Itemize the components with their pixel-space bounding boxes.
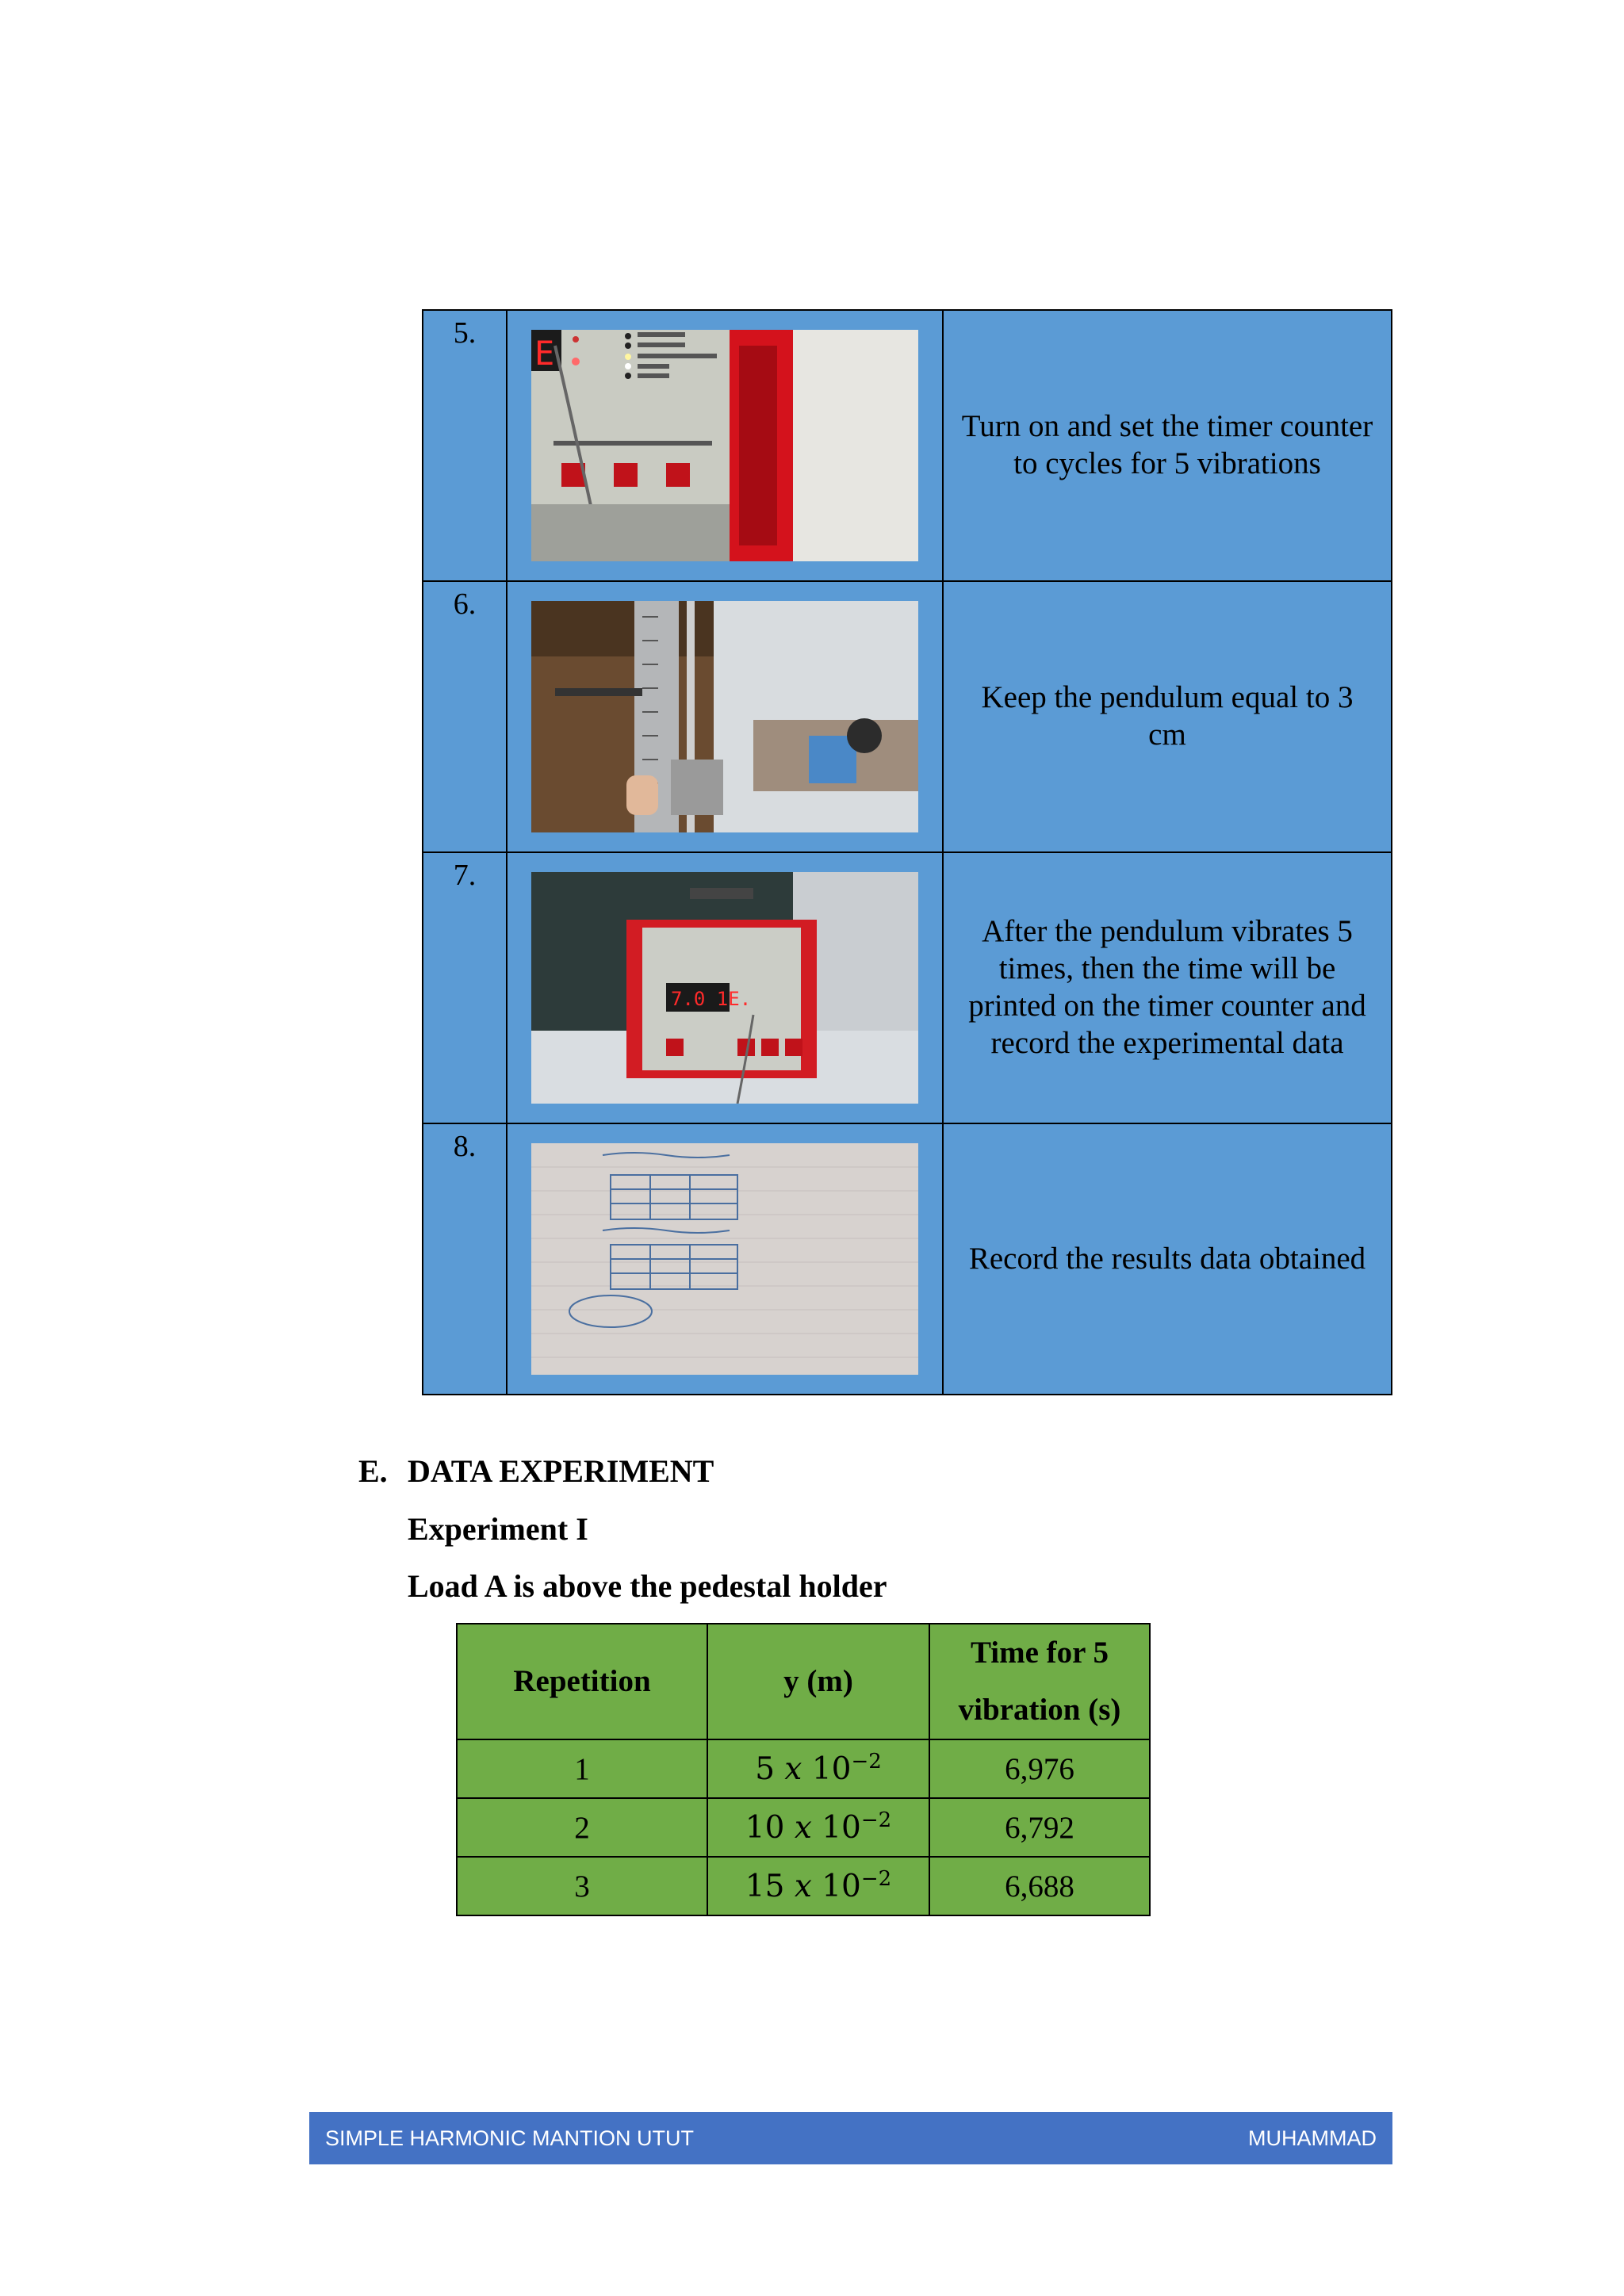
table-row xyxy=(457,1857,1150,1915)
data-table xyxy=(456,1623,1151,1916)
header-repetition: Repetition xyxy=(457,1624,707,1739)
experiment-title: Experiment I xyxy=(408,1511,588,1547)
step-number: 8. xyxy=(423,1123,507,1395)
cell-time: 6,688 xyxy=(929,1857,1150,1915)
footer-title: SIMPLE HARMONIC MANTION UTUT xyxy=(325,2126,695,2150)
section-heading xyxy=(358,1452,714,1490)
timer-display-text: 7.0 1E. xyxy=(671,988,752,1010)
step-number: 5. xyxy=(423,310,507,581)
procedure-table xyxy=(422,309,1392,1395)
step-number: 6. xyxy=(423,581,507,852)
cell-y: 5 x $10^{-2}$ xyxy=(707,1739,929,1798)
svg-text:E: E xyxy=(534,334,555,373)
section-title: DATA EXPERIMENT xyxy=(408,1453,714,1489)
timer-panel-photo xyxy=(531,330,918,561)
handwritten-notes-photo xyxy=(531,1143,918,1375)
step-description: Record the results data obtained xyxy=(943,1123,1392,1395)
cell-repetition: 3 xyxy=(457,1857,707,1915)
header-y: y (m) xyxy=(707,1624,929,1739)
footer-author: MUHAMMAD xyxy=(1248,2126,1377,2150)
cell-y: 15 x $10^{-2}$ xyxy=(707,1857,929,1915)
table-row xyxy=(423,1123,1392,1395)
table-row xyxy=(457,1798,1150,1857)
step-description: After the pendulum vibrates 5 times, then the time will be printed on the timer counter and record the experimental data xyxy=(943,852,1392,1123)
step-number: 7. xyxy=(423,852,507,1123)
step-description: Keep the pendulum equal to 3 cm xyxy=(943,581,1392,852)
table-row xyxy=(423,852,1392,1123)
cell-repetition: 1 xyxy=(457,1739,707,1798)
section-letter: E. xyxy=(358,1453,388,1489)
step-description: Turn on and set the timer counter to cycles for 5 vibrations xyxy=(943,310,1392,581)
table-row xyxy=(423,581,1392,852)
cell-repetition: 2 xyxy=(457,1798,707,1857)
ruler-pendulum-photo xyxy=(531,601,918,832)
header-time: Time for 5 vibration (s) xyxy=(929,1624,1150,1739)
cell-time: 6,792 xyxy=(929,1798,1150,1857)
page-footer xyxy=(309,2112,1392,2164)
table-row xyxy=(457,1739,1150,1798)
timer-reading-photo xyxy=(531,872,918,1104)
experiment-condition: Load A is above the pedestal holder xyxy=(408,1568,887,1604)
table-header-row xyxy=(457,1624,1150,1739)
cell-y: 10 x $10^{-2}$ xyxy=(707,1798,929,1857)
table-row xyxy=(423,310,1392,581)
cell-time: 6,976 xyxy=(929,1739,1150,1798)
